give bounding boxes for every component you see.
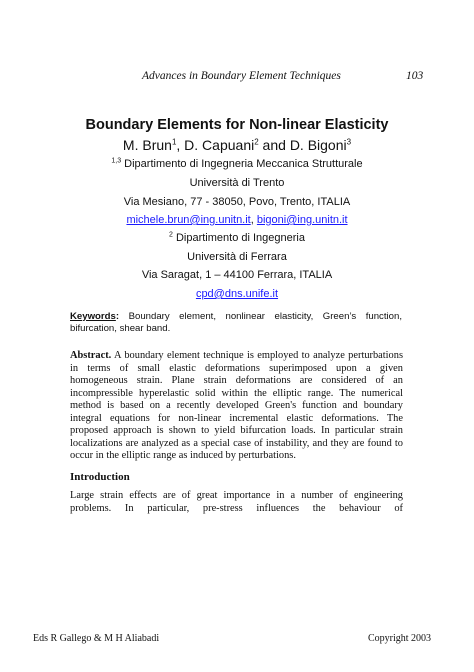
email-separator: , xyxy=(250,214,257,226)
affiliation1-sup: 1,3 xyxy=(111,157,122,165)
email-link-capuani[interactable]: cpd@dns.unife.it xyxy=(195,288,279,300)
abstract-label: Abstract. xyxy=(70,350,112,361)
affiliation2-address: Via Saragat, 1 – 44100 Ferrara, ITALIA xyxy=(141,269,333,281)
abstract-text: A boundary element technique is employed to analyze perturbations in terms of small elastic deformations superimposed upon a given homogeneous strain. Plane strain deformations are considered of an incompressible hyperelastic solid within the elliptic range. The numerical method is based on a recently developed Green's function and boundary integral equations for non-linear incremental elastic deformations. The proposed approach is shown to yield bifurcation loads. In particular strain localizations are analyzed as a special case of instability, and they are found to occur in the elliptic range as induced by perturbations. xyxy=(70,350,403,461)
affiliation2-university: Università di Ferrara xyxy=(187,251,287,263)
affiliation1-dept-text: Dipartimento di Ingegneria Meccanica Strutturale xyxy=(124,158,363,170)
author-capuani: D. Capuani xyxy=(184,137,255,153)
affiliation2-email xyxy=(0,288,474,300)
footer-copyright: Copyright 2003 xyxy=(368,633,432,644)
affiliation2-sup: 2 xyxy=(169,231,173,239)
keywords-paragraph xyxy=(70,311,402,335)
affiliation2-dept-text: Dipartimento di Ingegneria xyxy=(175,232,305,244)
affiliation1-address: Via Mesiano, 77 - 38050, Povo, Trento, ITALIA xyxy=(123,196,351,208)
email-link-bigoni[interactable]: bigoni@ing.unitn.it xyxy=(256,214,348,226)
affiliation1-emails xyxy=(0,214,474,226)
keywords-text: Boundary element, nonlinear elasticity, Green’s function, bifurcation, shear band. xyxy=(70,311,402,334)
footer-editors: Eds R Gallego & M H Aliabadi xyxy=(33,633,160,644)
author-bigoni-sup: 3 xyxy=(346,137,352,147)
author-bigoni: D. Bigoni xyxy=(289,137,347,153)
author-brun: M. Brun xyxy=(122,137,172,153)
paper-title: Boundary Elements for Non-linear Elasticity xyxy=(85,117,389,133)
abstract-paragraph xyxy=(70,350,403,463)
author-capuani-sup: 2 xyxy=(254,137,259,147)
author-brun-sup: 1 xyxy=(171,137,177,147)
section-heading-introduction: Introduction xyxy=(70,471,130,483)
keywords-label: Keywords xyxy=(70,311,116,322)
affiliation1-dept xyxy=(0,158,474,170)
introduction-paragraph: Large strain effects are of great importance in a number of engineering problems. In particular, pre-stress influences the behaviour of xyxy=(70,490,403,514)
author-separator: , xyxy=(176,137,185,153)
affiliation1-university: Università di Trento xyxy=(189,177,285,189)
keywords-colon: : xyxy=(115,311,120,322)
affiliation2-dept xyxy=(0,232,474,244)
page-number: 103 xyxy=(406,70,424,82)
author-line xyxy=(0,137,474,153)
running-head: Advances in Boundary Element Techniques xyxy=(142,70,341,82)
author-separator-and: and xyxy=(258,137,290,153)
email-link-brun[interactable]: michele.brun@ing.unitn.it xyxy=(126,214,251,226)
